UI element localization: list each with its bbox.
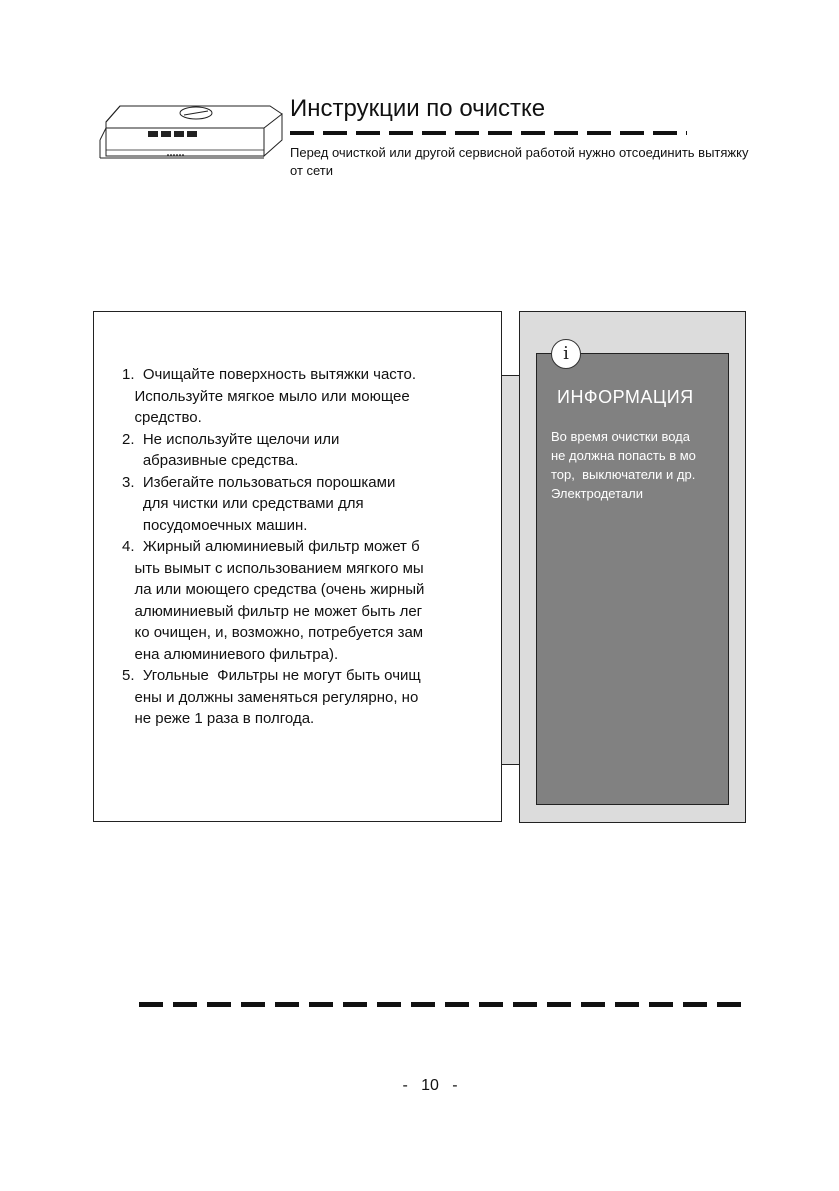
instruction-line: 5. Угольные Фильтры не могут быть очищ — [122, 667, 421, 684]
instruction-line: ыть вымыт с использованием мягкого мы — [122, 559, 424, 577]
safety-note: Перед очисткой или другой сервисной работой нужно отсоединить вытяжку от сети — [290, 145, 749, 178]
instruction-line: 3. Избегайте пользоваться порошками — [122, 473, 396, 491]
panel-connector — [502, 375, 519, 765]
instruction-line: ены и должны заменяться регулярно, но — [122, 688, 419, 706]
instruction-item — [122, 472, 482, 537]
footer-dashed-divider — [139, 1002, 742, 1007]
instruction-line: для чистки или средствами для — [122, 495, 364, 512]
info-title: ИНФОРМАЦИЯ — [557, 387, 694, 407]
instruction-line: Используйте мягкое мыло или моющее — [122, 387, 410, 405]
instruction-item — [122, 364, 482, 429]
instruction-line: 2. Не используйте щелочи или — [122, 430, 340, 448]
info-panel-inner — [536, 353, 729, 805]
info-line: не должна попасть в мо — [551, 448, 696, 463]
instruction-line: алюминиевый фильтр не может быть лег — [122, 602, 423, 620]
instruction-item — [122, 429, 482, 472]
instruction-item — [122, 665, 482, 730]
instruction-line: ко очищен, и, возможно, потребуется зам — [122, 624, 424, 641]
instruction-line: абразивные средства. — [122, 452, 299, 469]
info-text — [551, 427, 731, 503]
range-hood-icon — [98, 100, 283, 162]
instruction-line: ена алюминиевого фильтра). — [122, 645, 339, 663]
page-title: Инструкции по очистке — [290, 95, 546, 122]
instruction-line: ла или моющего средства (очень жирный — [122, 581, 425, 598]
title-dashed-divider — [290, 131, 687, 135]
info-line: Во время очистки вода — [551, 429, 690, 444]
page-number: - 10 - — [402, 1077, 458, 1094]
instruction-line: средство. — [122, 409, 202, 426]
info-line: тор, выключатели и др. — [551, 467, 696, 482]
instruction-line: не реже 1 раза в полгода. — [122, 710, 315, 727]
instruction-line: посудомоечных машин. — [122, 516, 308, 534]
info-icon: i — [551, 339, 581, 369]
instruction-item — [122, 536, 482, 665]
info-line: Электродетали — [551, 486, 643, 501]
instructions-list — [122, 364, 482, 730]
instruction-line: 1. Очищайте поверхность вытяжки часто. — [122, 366, 416, 383]
instruction-line: 4. Жирный алюминиевый фильтр может б — [122, 538, 420, 555]
